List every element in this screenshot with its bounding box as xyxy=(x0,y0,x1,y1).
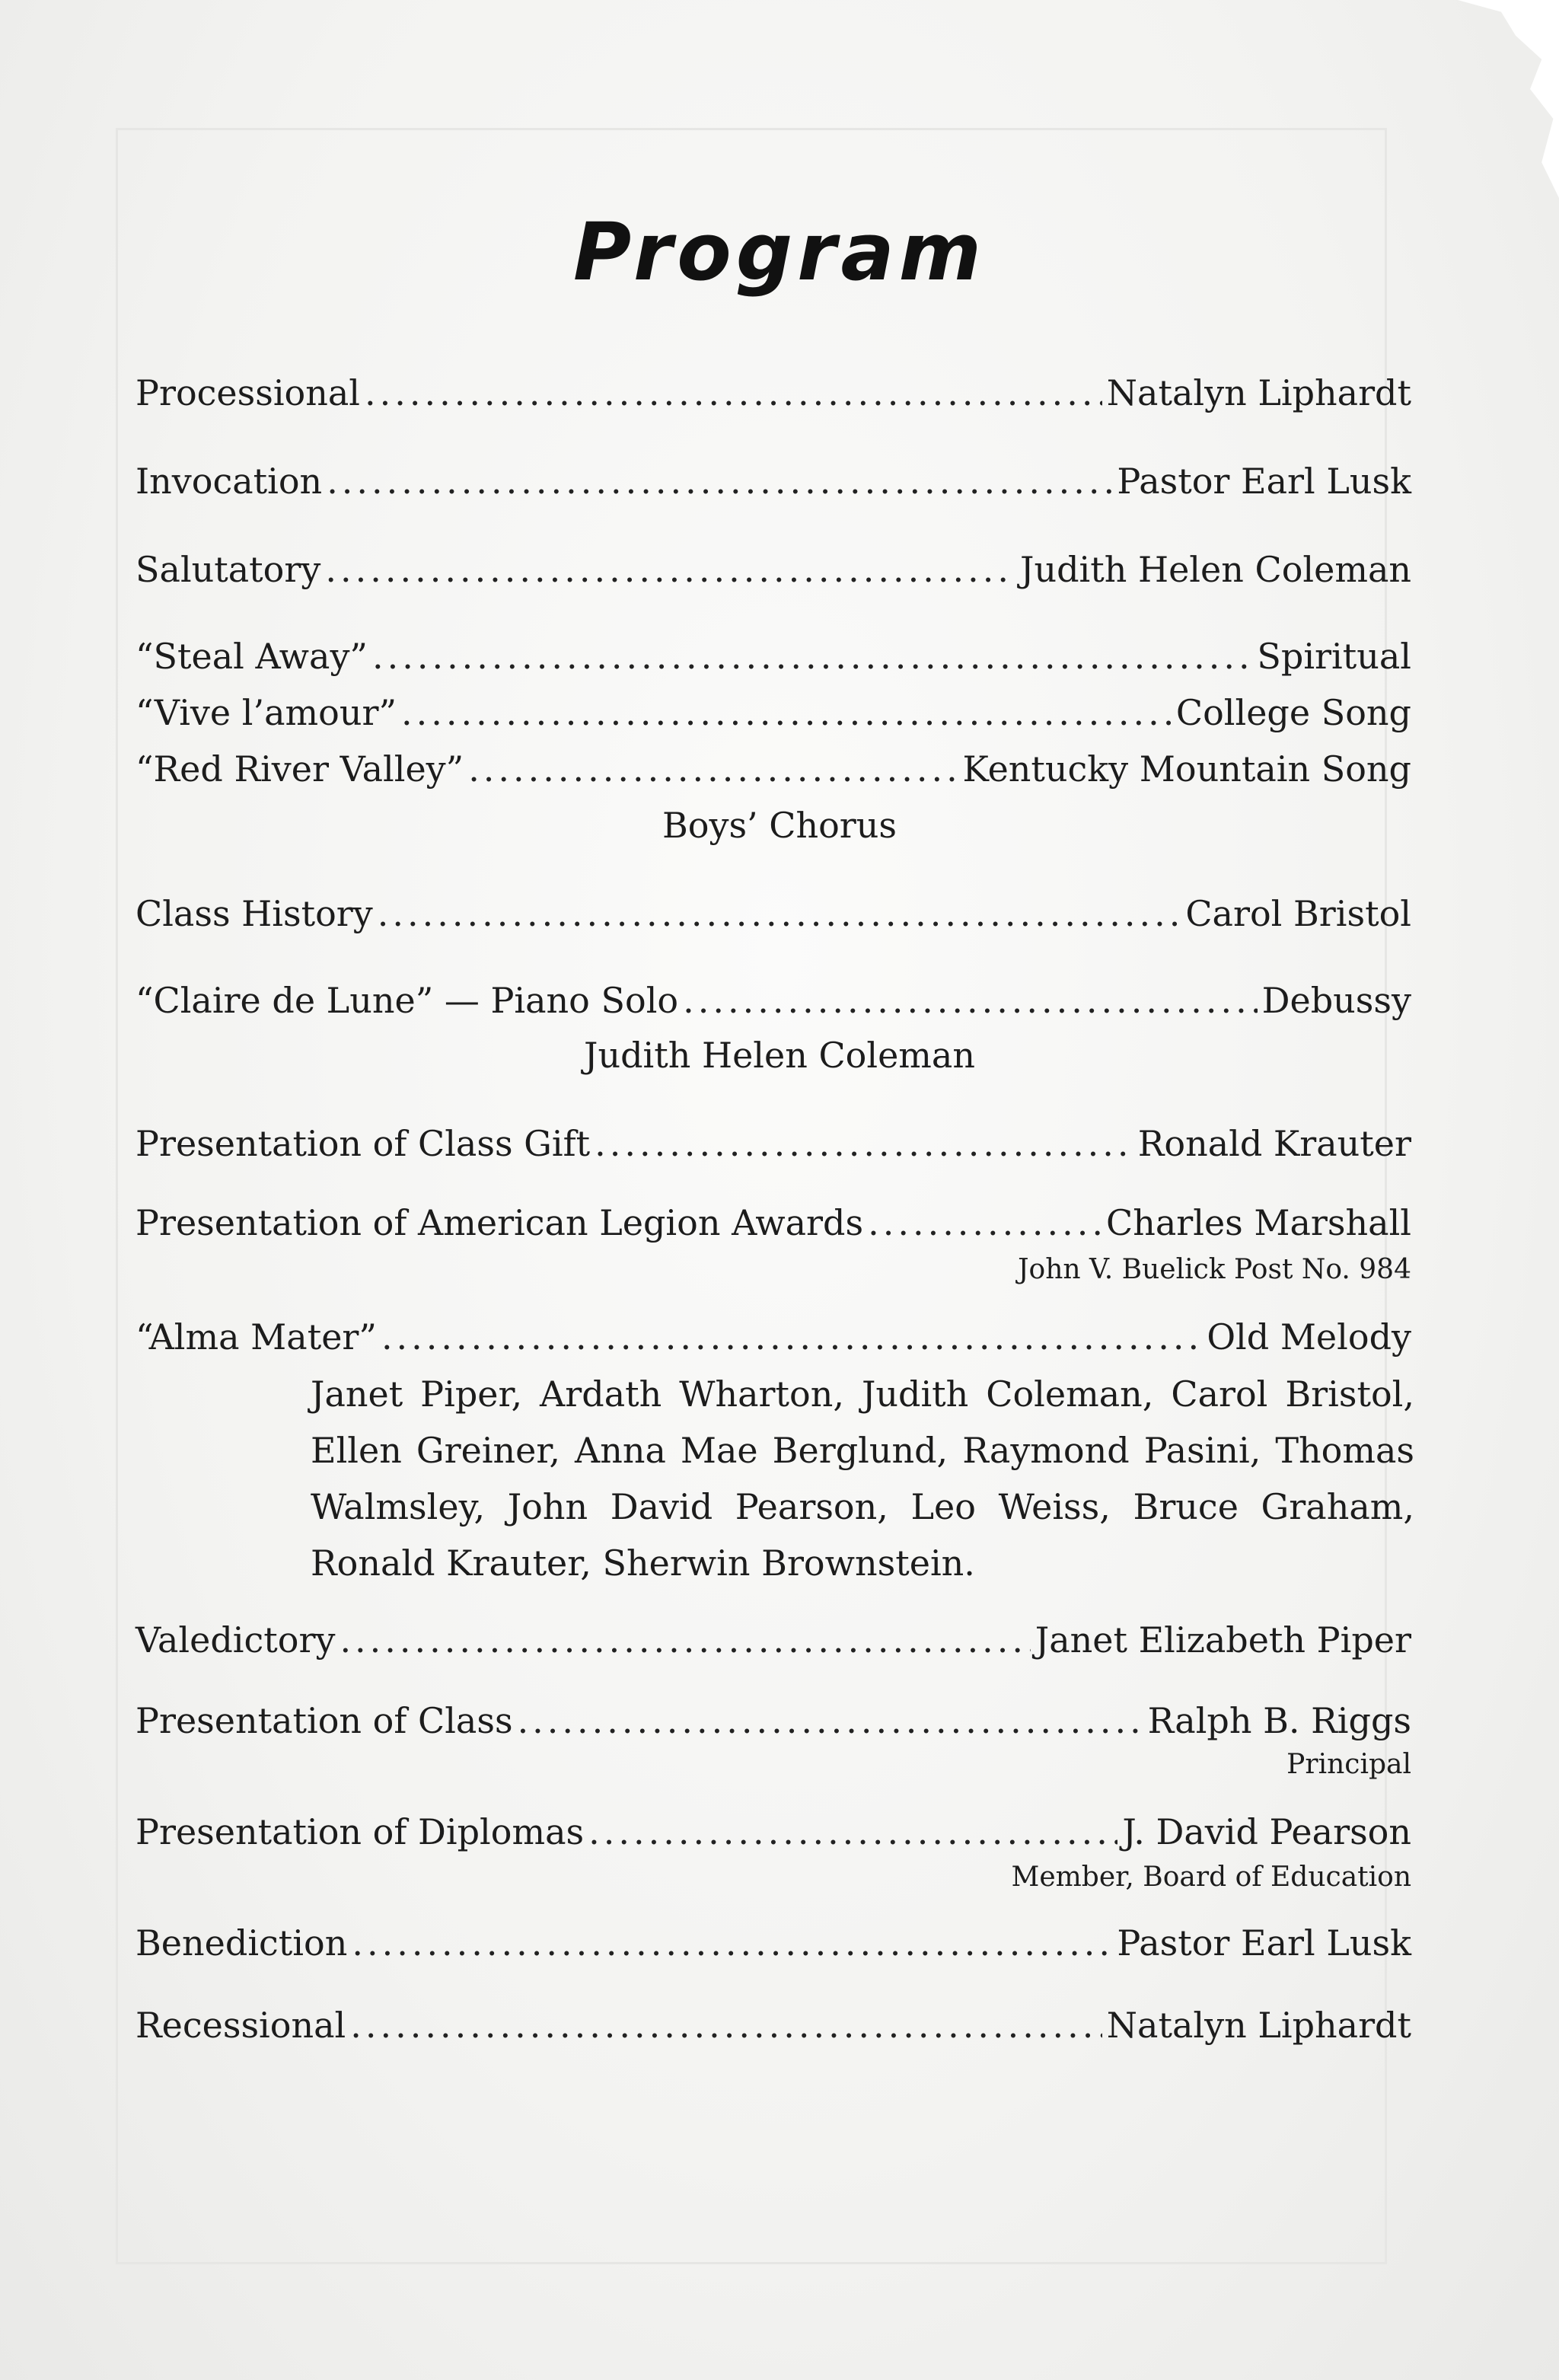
item-performer: Natalyn Liphardt xyxy=(1106,2005,1411,2046)
item-performer: Spiritual xyxy=(1257,636,1411,677)
item-performer: Pastor Earl Lusk xyxy=(1117,1922,1411,1964)
program-item-salutatory xyxy=(135,547,1411,592)
program-item-valedictory xyxy=(135,1617,1411,1663)
program-item-invocation xyxy=(135,458,1411,504)
item-name: Class History xyxy=(135,893,373,934)
leader-dots xyxy=(365,370,1102,416)
leader-dots xyxy=(372,633,1252,679)
item-performer: Debussy xyxy=(1261,980,1411,1021)
program-item-diplomas xyxy=(135,1809,1411,1855)
leader-dots xyxy=(325,547,1015,592)
leader-dots xyxy=(327,458,1112,504)
page-title: Program xyxy=(572,206,987,298)
leader-dots xyxy=(868,1200,1102,1246)
program-item-claire-de-lune xyxy=(135,978,1411,1023)
alma-mater-singers: Janet Piper, Ardath Wharton, Judith Coleman, Carol Bristol, Ellen Greiner, Anna Mae Berglund, Raymond Pasini, Thomas Walmsley, John David Pearson, Leo Weiss, Bruce Graham, Ronald Krauter, Sherwin Brownstein. xyxy=(311,1373,1414,1584)
leader-dots xyxy=(350,2002,1102,2048)
item-performer: Old Melody xyxy=(1207,1316,1411,1357)
item-name: Salutatory xyxy=(135,549,321,590)
program-item-recessional xyxy=(135,2002,1411,2048)
leader-dots xyxy=(381,1314,1202,1360)
item-performer: Charles Marshall xyxy=(1106,1202,1411,1243)
leader-dots xyxy=(401,690,1172,735)
item-performer: Kentucky Mountain Song xyxy=(962,748,1411,790)
item-name: Benediction xyxy=(135,1922,348,1964)
program-item-benediction xyxy=(135,1920,1411,1966)
item-performer: Janet Elizabeth Piper xyxy=(1035,1619,1411,1661)
program-item-class-history xyxy=(135,891,1411,936)
item-name: Presentation of Diplomas xyxy=(135,1811,585,1852)
leader-dots xyxy=(340,1617,1030,1663)
riggs-title-note: Principal xyxy=(1286,1749,1411,1780)
item-name: “Claire de Lune” — Piano Solo xyxy=(135,980,679,1021)
item-name: Processional xyxy=(135,372,361,413)
item-name: Presentation of Class xyxy=(135,1700,513,1741)
item-name: Valedictory xyxy=(135,1619,336,1661)
program-item-steal-away xyxy=(135,633,1411,679)
item-name: “Red River Valley” xyxy=(135,748,464,790)
item-performer: College Song xyxy=(1175,692,1411,733)
item-performer: Carol Bristol xyxy=(1185,893,1411,934)
item-performer: Judith Helen Coleman xyxy=(1020,549,1411,590)
item-performer: Ralph B. Riggs xyxy=(1147,1700,1411,1741)
item-name: “Vive l’amour” xyxy=(135,692,397,733)
program-item-alma-mater xyxy=(135,1314,1411,1360)
program-item-legion-awards xyxy=(135,1200,1411,1246)
leader-dots xyxy=(595,1121,1133,1166)
legion-post-note: John V. Buelick Post No. 984 xyxy=(1018,1254,1411,1285)
program-item-vive-lamour xyxy=(135,690,1411,735)
leader-dots xyxy=(518,1698,1143,1744)
pearson-title-note: Member, Board of Education xyxy=(1011,1862,1411,1893)
item-name: Presentation of Class Gift xyxy=(135,1123,591,1164)
item-performer: Ronald Krauter xyxy=(1137,1123,1411,1164)
item-name: “Alma Mater” xyxy=(135,1316,377,1357)
item-name: Invocation xyxy=(135,461,323,502)
leader-dots xyxy=(352,1920,1112,1966)
leader-dots xyxy=(468,746,958,792)
program-item-class-gift xyxy=(135,1121,1411,1166)
item-performer: Natalyn Liphardt xyxy=(1106,372,1411,413)
program-item-red-river-valley xyxy=(135,746,1411,792)
torn-corner xyxy=(1414,0,1559,198)
program-item-processional xyxy=(135,370,1411,416)
item-name: Recessional xyxy=(135,2005,346,2046)
item-name: Presentation of American Legion Awards xyxy=(135,1202,864,1243)
item-name: “Steal Away” xyxy=(135,636,368,677)
leader-dots xyxy=(378,891,1181,936)
item-performer: Pastor Earl Lusk xyxy=(1117,461,1411,502)
program-item-presentation-of-class xyxy=(135,1698,1411,1744)
leader-dots xyxy=(683,978,1257,1023)
boys-chorus-label: Boys’ Chorus xyxy=(662,805,897,846)
leader-dots xyxy=(588,1809,1117,1855)
item-performer: J. David Pearson xyxy=(1122,1811,1411,1852)
piano-performer-label: Judith Helen Coleman xyxy=(584,1035,975,1076)
